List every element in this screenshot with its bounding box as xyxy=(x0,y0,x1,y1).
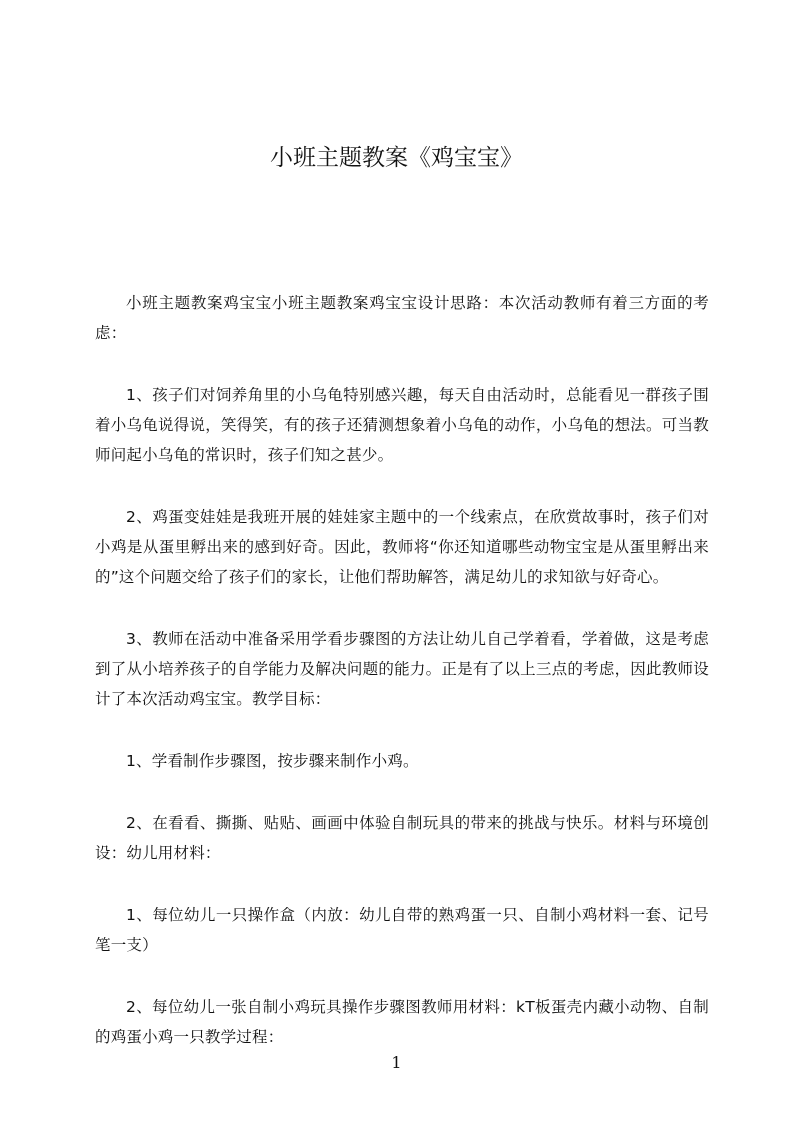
paragraph-reason-1: 1、孩子们对饲养角里的小乌龟特别感兴趣，每天自由活动时，总能看见一群孩子围着小乌龟说得说，笑得笑，有的孩子还猜测想象着小乌龟的动作，小乌龟的想法。可当教师问起小乌龟的常识时，孩子们知之甚少。 xyxy=(95,386,709,464)
paragraph-reason-2: 2、鸡蛋变娃娃是我班开展的娃娃家主题中的一个线索点，在欣赏故事时，孩子们对小鸡是从蛋里孵出来的感到好奇。因此，教师将“你还知道哪些动物宝宝是从蛋里孵出来的”这个问题交给了孩子们的家长，让他们帮助解答，满足幼儿的求知欲与好奇心。 xyxy=(95,508,709,586)
paragraph-material-2: 2、每位幼儿一张自制小鸡玩具操作步骤图教师用材料：kT板蛋壳内藏小动物、自制的鸡蛋小鸡一只教学过程： xyxy=(95,998,709,1046)
paragraph-material-1: 1、每位幼儿一只操作盒（内放：幼儿自带的熟鸡蛋一只、自制小鸡材料一套、记号笔一支） xyxy=(95,906,709,954)
paragraph-goal-2: 2、在看看、撕撕、贴贴、画画中体验自制玩具的带来的挑战与快乐。材料与环境创设：幼儿用材料： xyxy=(95,814,709,862)
document-body xyxy=(95,288,709,1084)
page-number: 1 xyxy=(391,1053,402,1072)
paragraph-intro: 小班主题教案鸡宝宝小班主题教案鸡宝宝设计思路：本次活动教师有着三方面的考虑： xyxy=(95,294,709,342)
paragraph-reason-3: 3、教师在活动中准备采用学看步骤图的方法让幼儿自己学着看，学着做，这是考虑到了从小培养孩子的自学能力及解决问题的能力。正是有了以上三点的考虑，因此教师设计了本次活动鸡宝宝。教学目标： xyxy=(95,630,709,708)
paragraph-goal-1: 1、学看制作步骤图，按步骤来制作小鸡。 xyxy=(126,752,419,770)
document-title: 小班主题教案《鸡宝宝》 xyxy=(270,145,523,171)
